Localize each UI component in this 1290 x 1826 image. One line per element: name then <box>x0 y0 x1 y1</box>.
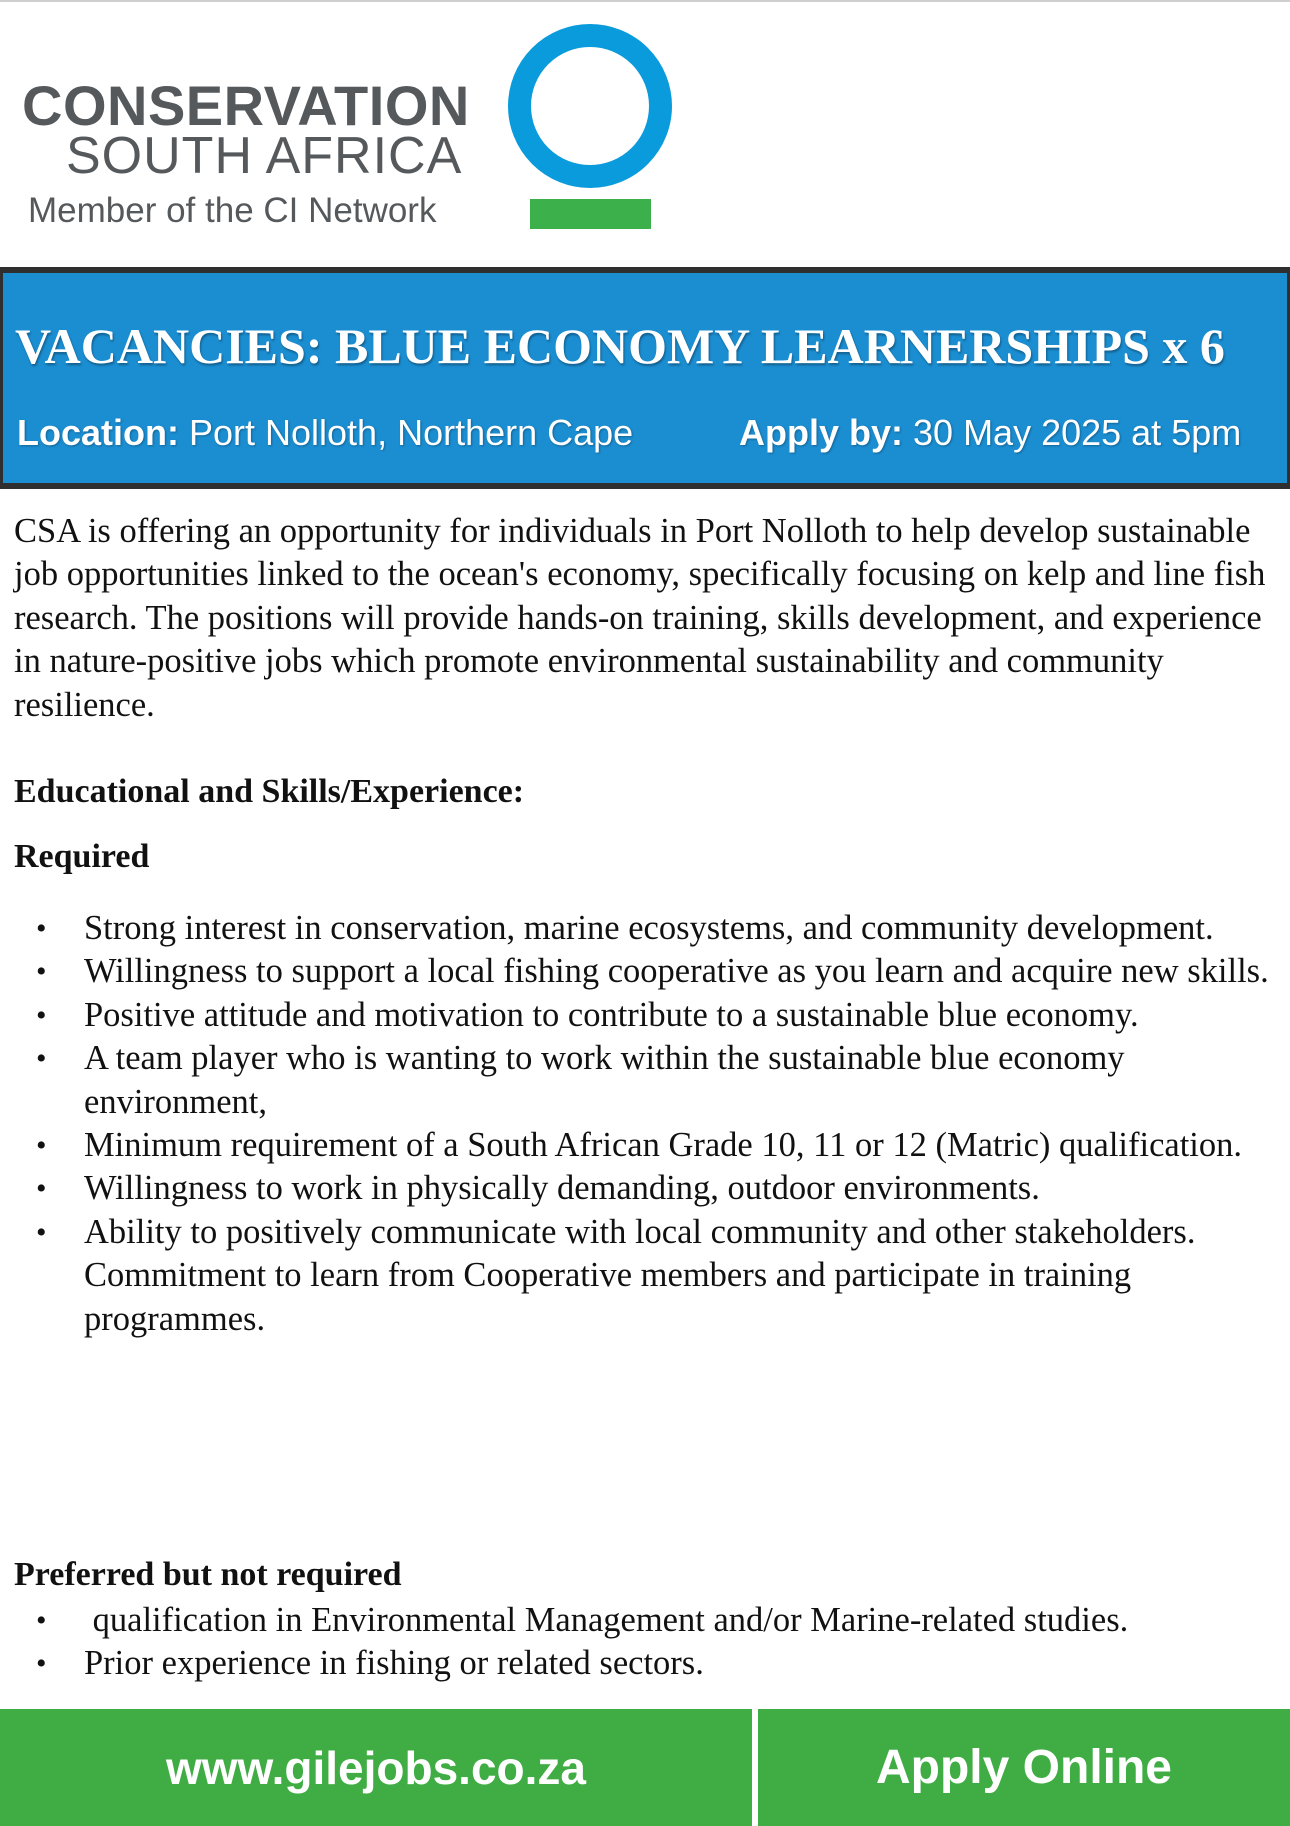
list-item <box>14 1642 1284 1685</box>
list-item <box>14 1599 1284 1642</box>
logo-text-member: Member of the CI Network <box>28 191 437 230</box>
apply-by-value: 30 May 2025 at 5pm <box>903 412 1242 453</box>
bullet-icon: • <box>36 1042 47 1076</box>
csa-logo <box>0 0 700 260</box>
bullet-icon: • <box>36 1647 47 1681</box>
logo-text-conservation: CONSERVATION <box>22 74 470 137</box>
list-item <box>14 1037 1284 1124</box>
apply-online-button[interactable]: Apply Online <box>758 1709 1290 1826</box>
list-item-text: Commitment to learn from Cooperative members and participate in training programmes. <box>84 1256 1132 1338</box>
list-item-text: Willingness to support a local fishing cooperative as you learn and acquire new skills. <box>84 952 1269 991</box>
list-item-text: qualification in Environmental Management and/or Marine-related studies. <box>84 1601 1129 1639</box>
list-item-text: Positive attitude and motivation to contribute to a sustainable blue economy. <box>84 995 1139 1034</box>
bullet-icon: • <box>36 912 47 945</box>
bullet-icon: • <box>36 1172 47 1206</box>
bullet-icon: • <box>36 998 47 1032</box>
apply-by-label: Apply by: <box>739 412 904 453</box>
list-item <box>14 1167 1284 1210</box>
preferred-heading: Preferred but not required <box>14 1556 402 1593</box>
footer-bar <box>0 1709 1290 1826</box>
list-item <box>14 907 1284 950</box>
list-item-text: A team player who is wanting to work within the sustainable blue economy environment, <box>84 1039 1125 1121</box>
bullet-icon: • <box>36 1129 47 1163</box>
list-item-text: Willingness to work in physically demanding, outdoor environments. <box>84 1169 1040 1208</box>
location-line <box>17 412 634 453</box>
list-item <box>14 1254 1284 1341</box>
intro-paragraph: CSA is offering an opportunity for individuals in Port Nolloth to help develop sustainable job opportunities linked to the ocean's economy, specifically focusing on kelp and line fish research. The positions will provide hands-on training, skills development, and experience in nature-positive jobs which promote environmental sustainability and community resilience. <box>14 512 1266 724</box>
edu-skills-heading: Educational and Skills/Experience: <box>14 773 525 810</box>
vacancy-title: VACANCIES: BLUE ECONOMY LEARNERSHIPS x 6 <box>15 318 1225 374</box>
bullet-icon: • <box>36 955 47 989</box>
preferred-list <box>14 1599 1284 1686</box>
logo-bar-icon <box>530 199 651 229</box>
logo-text-south-africa: SOUTH AFRICA <box>66 127 463 185</box>
location-value: Port Nolloth, Northern Cape <box>178 412 634 453</box>
bullet-icon: • <box>36 1215 47 1249</box>
logo-ring-icon <box>508 24 672 188</box>
list-item <box>14 1124 1284 1167</box>
list-item-text: Minimum requirement of a South African Grade 10, 11 or 12 (Matric) qualification. <box>84 1126 1242 1165</box>
bullet-icon: • <box>36 1604 47 1637</box>
required-heading: Required <box>14 838 150 875</box>
list-item-text: Prior experience in fishing or related sectors. <box>84 1644 704 1683</box>
required-list <box>14 907 1284 1341</box>
list-item-text: Strong interest in conservation, marine ecosystems, and community development. <box>84 909 1214 947</box>
list-item <box>14 1211 1284 1254</box>
list-item <box>14 994 1284 1037</box>
job-description <box>14 510 1276 1683</box>
website-link[interactable]: www.gilejobs.co.za <box>0 1709 752 1826</box>
location-label: Location: <box>17 412 179 453</box>
list-item <box>14 950 1284 993</box>
vacancy-banner <box>0 267 1290 489</box>
apply-by-line <box>739 412 1242 453</box>
list-item-text: Ability to positively communicate with local community and other stakeholders. <box>84 1212 1196 1251</box>
